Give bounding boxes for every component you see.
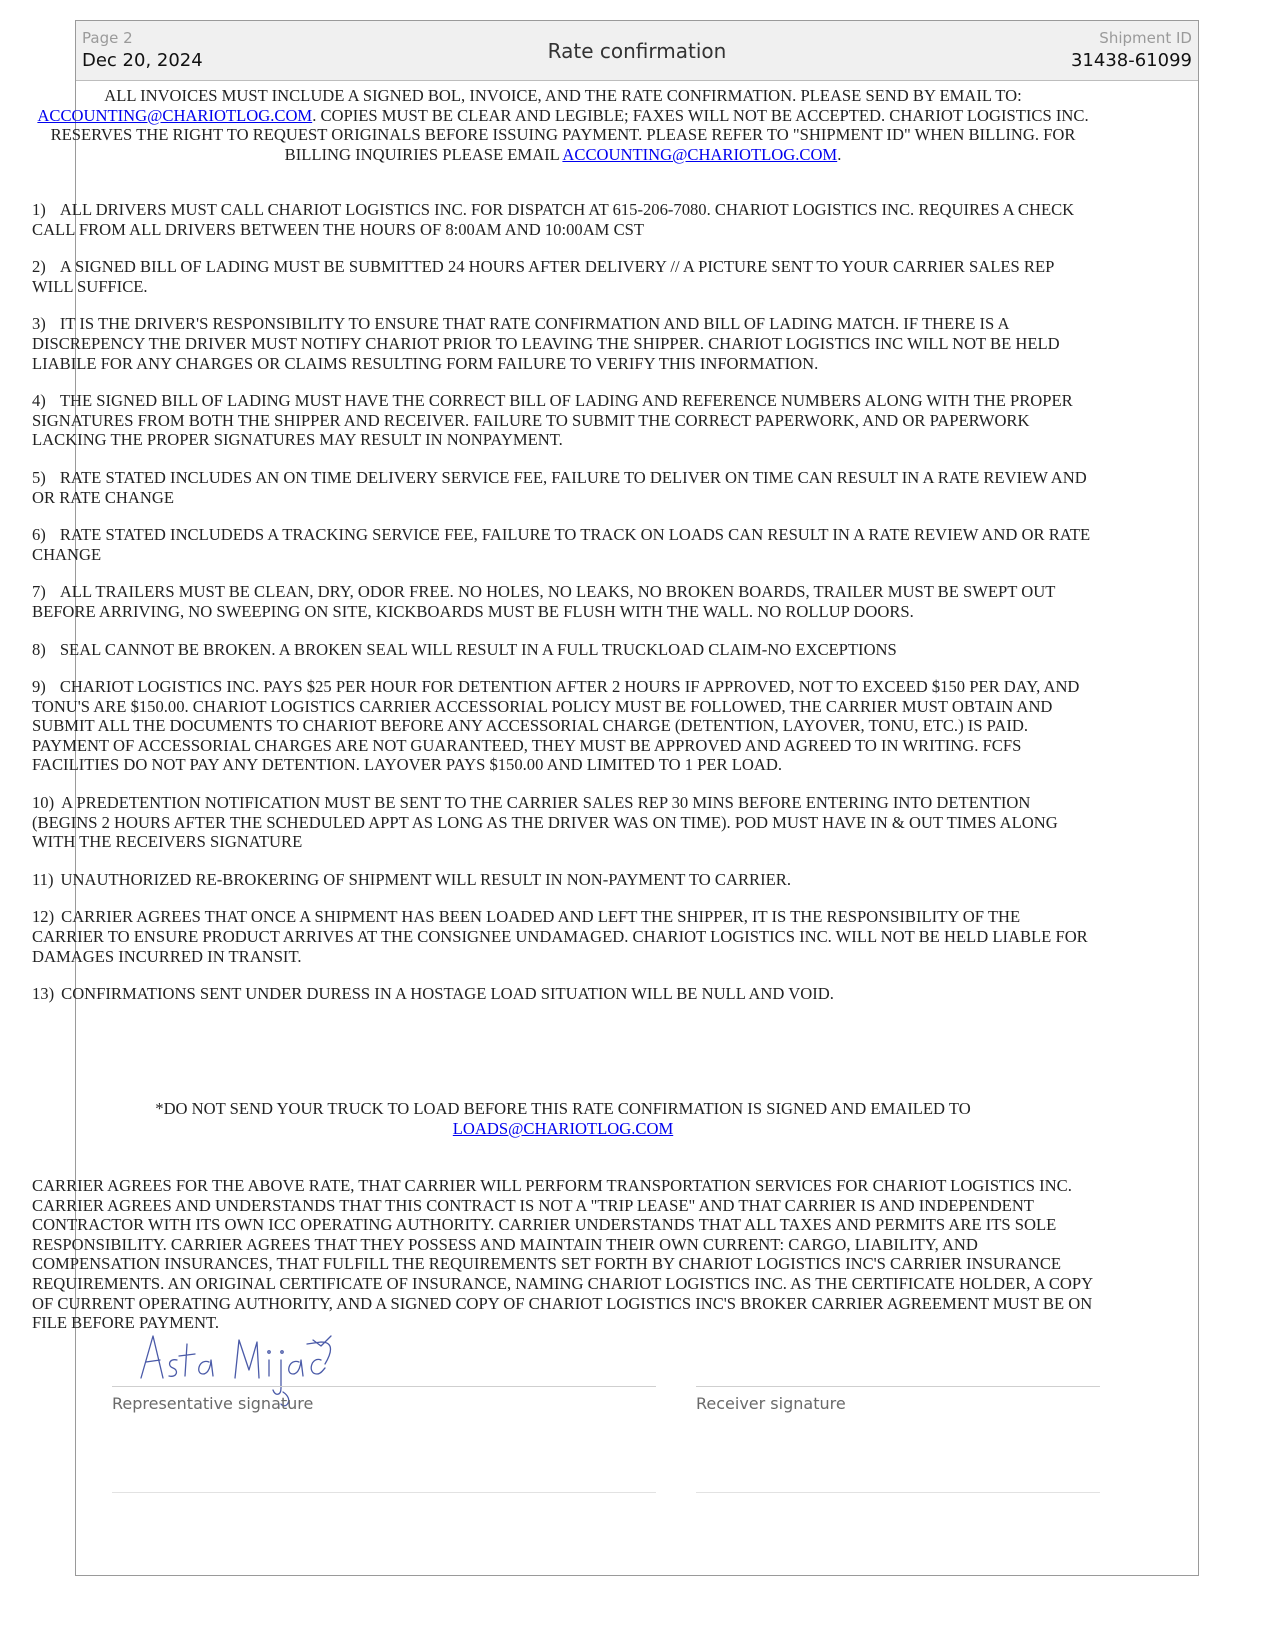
term-item: [32, 793, 1094, 852]
shipment-id-label: Shipment ID: [1099, 29, 1192, 47]
loads-email-link[interactable]: LOADS@CHARIOTLOG.COM: [452, 1118, 674, 1138]
term-item: [32, 200, 1094, 239]
term-item: [32, 314, 1094, 373]
term-item: [32, 640, 1094, 660]
term-text: RATE STATED INCLUDES AN ON TIME DELIVERY SERVICE FEE, FAILURE TO DELIVER ON TIME CAN RESULT IN A RATE REVIEW AND OR RATE CHANGE: [32, 467, 1087, 507]
term-item: [32, 391, 1094, 450]
load-notice-text: *DO NOT SEND YOUR TRUCK TO LOAD BEFORE THIS RATE CONFIRMATION IS SIGNED AND EMAILED TO: [155, 1099, 971, 1118]
term-number: 13): [32, 984, 55, 1004]
term-item: [32, 907, 1094, 966]
term-item: [32, 582, 1094, 621]
page-header: [76, 21, 1198, 81]
term-text: RATE STATED INCLUDEDS A TRACKING SERVICE FEE, FAILURE TO TRACK ON LOADS CAN RESULT IN A RATE REVIEW AND OR RATE CHANGE: [32, 525, 1091, 564]
term-number: 5): [32, 467, 46, 487]
term-item: [32, 525, 1094, 564]
carrier-agreement: CARRIER AGREES FOR THE ABOVE RATE, THAT CARRIER WILL PERFORM TRANSPORTATION SERVICES FOR CHARIOT LOGISTICS INC. CARRIER AGREES AND UNDERSTANDS THAT THIS CONTRACT IS NOT A "TRIP LEASE" AND THAT CARRIER IS AND INDEPENDENT CONTRACTOR WITH ITS OWN ICC OPERATING AUTHORITY. CARRIER UNDERSTANDS THAT ALL TAXES AND PERMITS ARE ITS SOLE RESPONSIBILITY. CARRIER AGREES THAT THEY POSSESS AND MAINTAIN THEIR OWN CURRENT: CARGO, LIABILITY, AND COMPENSATION INSURANCES, THAT FULFILL THE REQUIREMENTS SET FORTH BY CHARIOT LOGISTICS INC'S CARRIER INSURANCE REQUIREMENTS. AN ORIGINAL CERTIFICATE OF INSURANCE, NAMING CHARIOT LOGISTICS INC. AS THE CERTIFICATE HOLDER, A COPY OF CURRENT OPERATING AUTHORITY, AND A SIGNED COPY OF CHARIOT LOGISTICS INC'S BROKER CARRIER AGREEMENT MUST BE ON FILE BEFORE PAYMENT.: [32, 1176, 1093, 1333]
billing-instructions: [32, 86, 1094, 164]
header-right: [1071, 29, 1192, 73]
billing-text-3: .: [837, 144, 842, 164]
document-date: Dec 20, 2024: [82, 50, 203, 71]
term-item: [32, 257, 1094, 296]
term-number: 4): [32, 391, 46, 411]
term-item: [32, 870, 1094, 890]
term-item: [32, 984, 1094, 1004]
representative-signature-line[interactable]: [112, 1386, 656, 1387]
billing-text-1: ALL INVOICES MUST INCLUDE A SIGNED BOL, INVOICE, AND THE RATE CONFIRMATION. PLEASE SEND BY EMAIL TO:: [104, 86, 1022, 105]
term-text: A PREDETENTION NOTIFICATION MUST BE SENT TO THE CARRIER SALES REP 30 MINS BEFORE ENTERING INTO DETENTION (BEGINS 2 HOURS AFTER THE SCHEDULED APPT AS LONG AS THE DRIVER WAS ON TIME). POD MUST HAVE IN & OUT TIMES ALONG WITH THE RECEIVERS SIGNATURE: [32, 793, 1058, 852]
term-number: 9): [32, 677, 46, 697]
receiver-signature-line[interactable]: [696, 1386, 1100, 1387]
term-text: ALL DRIVERS MUST CALL CHARIOT LOGISTICS INC. FOR DISPATCH AT 615-206-7080. CHARIOT LOGISTICS INC. REQUIRES A CHECK CALL FROM ALL DRIVERS BETWEEN THE HOURS OF 8:00AM AND 10:00AM CST: [32, 200, 1075, 239]
term-number: 10): [32, 793, 55, 813]
term-number: 11): [32, 869, 54, 889]
terms-list: [32, 200, 1094, 1022]
term-number: 6): [32, 525, 46, 545]
receiver-date-line[interactable]: [696, 1492, 1100, 1493]
term-number: 7): [32, 582, 46, 602]
document-title: Rate confirmation: [547, 39, 727, 63]
term-number: 12): [32, 907, 55, 927]
accounting-email-link[interactable]: ACCOUNTING@CHARIOTLOG.COM: [37, 105, 313, 125]
representative-signature-label: Representative signature: [112, 1394, 314, 1413]
term-text: A SIGNED BILL OF LADING MUST BE SUBMITTED 24 HOURS AFTER DELIVERY // A PICTURE SENT TO YOUR CARRIER SALES REP WILL SUFFICE.: [32, 257, 1054, 296]
term-text: CARRIER AGREES THAT ONCE A SHIPMENT HAS BEEN LOADED AND LEFT THE SHIPPER, IT IS THE RESPONSIBILITY OF THE CARRIER TO ENSURE PRODUCT ARRIVES AT THE CONSIGNEE UNDAMAGED. CHARIOT LOGISTICS INC. WILL NOT BE HELD LIABLE FOR DAMAGES INCURRED IN TRANSIT.: [32, 907, 1088, 966]
accounting-email-link-2[interactable]: ACCOUNTING@CHARIOTLOG.COM: [562, 144, 838, 164]
term-text: IT IS THE DRIVER'S RESPONSIBILITY TO ENSURE THAT RATE CONFIRMATION AND BILL OF LADING MATCH. IF THERE IS A DISCREPENCY THE DRIVER MUST NOTIFY CHARIOT PRIOR TO LEAVING THE SHIPPER. CHARIOT LOGISTICS INC WILL NOT BE HELD LIABILE FOR ANY CHARGES OR CLAIMS RESULTING FORM FAILURE TO VERIFY THIS INFORMATION.: [32, 314, 1060, 373]
term-text: SEAL CANNOT BE BROKEN. A BROKEN SEAL WILL RESULT IN A FULL TRUCKLOAD CLAIM-NO EXCEPTIONS: [59, 639, 897, 659]
term-number: 3): [32, 314, 46, 334]
term-text: THE SIGNED BILL OF LADING MUST HAVE THE CORRECT BILL OF LADING AND REFERENCE NUMBERS ALONG WITH THE PROPER SIGNATURES FROM BOTH THE SHIPPER AND RECEIVER. FAILURE TO SUBMIT THE CORRECT PAPERWORK, AND OR PAPERWORK LACKING THE PROPER SIGNATURES MAY RESULT IN NONPAYMENT.: [32, 391, 1073, 450]
term-item: [32, 468, 1094, 507]
term-text: CHARIOT LOGISTICS INC. PAYS $25 PER HOUR FOR DETENTION AFTER 2 HOURS IF APPROVED, NOT TO EXCEED $150 PER DAY, AND TONU'S ARE $150.00. CHARIOT LOGISTICS CARRIER ACCESSORIAL POLICY MUST BE FOLLOWED, THE CARRIER MUST OBTAIN AND SUBMIT ALL THE DOCUMENTS TO CHARIOT BEFORE ANY ACCESSORIAL CHARGE (DETENTION, LAYOVER, TONU, ETC.) IS PAID. PAYMENT OF ACCESSORIAL CHARGES ARE NOT GUARANTEED, THEY MUST BE APPROVED AND AGREED TO IN WRITING. FCFS FACILITIES DO NOT PAY ANY DETENTION. LAYOVER PAYS $150.00 AND LIMITED TO 1 PER LOAD.: [32, 677, 1080, 775]
term-text: UNAUTHORIZED RE-BROKERING OF SHIPMENT WILL RESULT IN NON-PAYMENT TO CARRIER.: [60, 869, 791, 889]
term-item: [32, 677, 1094, 775]
load-notice: [32, 1099, 1094, 1138]
billing-text-2: . COPIES MUST BE CLEAR AND LEGIBLE; FAXES WILL NOT BE ACCEPTED. CHARIOT LOGISTICS INC. RESERVES THE RIGHT TO REQUEST ORIGINALS BEFORE ISSUING PAYMENT. PLEASE REFER TO "SHIPMENT ID" WHEN BILLING. FOR BILLING INQUIRIES PLEASE EMAIL: [50, 105, 1089, 164]
shipment-id-value: 31438-61099: [1070, 50, 1192, 71]
term-text: ALL TRAILERS MUST BE CLEAN, DRY, ODOR FREE. NO HOLES, NO LEAKS, NO BROKEN BOARDS, TRAILER MUST BE SWEPT OUT BEFORE ARRIVING, NO SWEEPING ON SITE, KICKBOARDS MUST BE FLUSH WITH THE WALL. NO ROLLUP DOORS.: [32, 582, 1056, 621]
representative-date-line[interactable]: [112, 1492, 656, 1493]
term-number: 2): [32, 257, 46, 277]
receiver-signature-label: Receiver signature: [696, 1394, 846, 1413]
term-text: CONFIRMATIONS SENT UNDER DURESS IN A HOSTAGE LOAD SITUATION WILL BE NULL AND VOID.: [61, 984, 834, 1004]
page-number: Page 2: [82, 29, 133, 47]
term-number: 1): [32, 200, 46, 219]
term-number: 8): [32, 639, 46, 659]
